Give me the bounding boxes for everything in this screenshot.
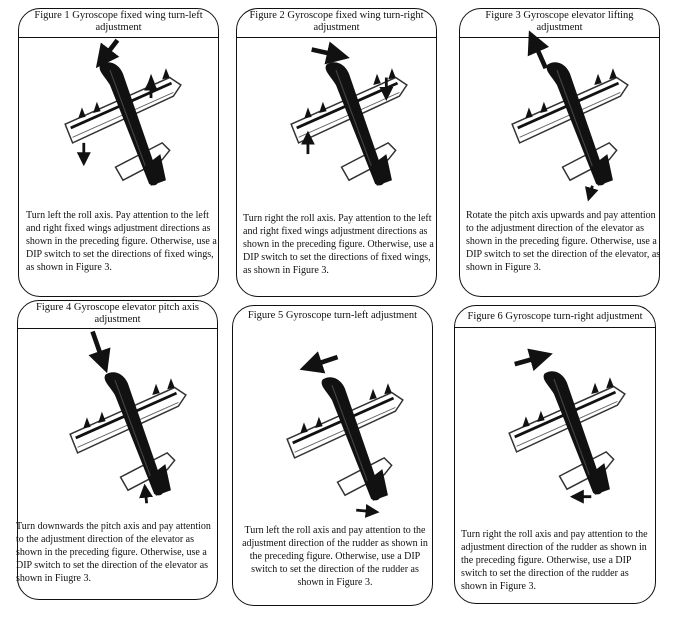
title-divider xyxy=(237,37,436,38)
figure-panel-3 xyxy=(459,8,660,297)
direction-arrow xyxy=(304,357,338,368)
figure-panel-1 xyxy=(18,8,219,297)
figure-description: Turn right the roll axis and pay attention to the adjustment direction of the rudder as shown in the preceding figure. Otherwise, use a DIP switch to set the direction of the rudder as shown in Figure 3. xyxy=(461,529,648,592)
direction-arrow xyxy=(515,355,549,364)
figure-title: Figure 4 Gyroscope elevator pitch axis adjustment xyxy=(36,302,199,325)
direction-arrow xyxy=(93,332,106,369)
direction-arrow xyxy=(531,35,546,69)
airplane-illustration xyxy=(43,57,203,197)
direction-arrow xyxy=(589,186,593,199)
figure-description: Turn left the roll axis. Pay attention to the left and right fixed wings adjustment directions as shown in the preceding figure. Otherwise, use a DIP switch to set the directions of fixed wings, as shown in Figure 3. xyxy=(26,210,217,273)
direction-arrow xyxy=(99,40,118,64)
figure-description: Turn left the roll axis and pay attention to the adjustment direction of the rudder as shown in the preceding figure. Otherwise, use a DIP switch to set the direction of the rudder as shown in Figure 3. xyxy=(242,525,428,588)
figure-panel-4 xyxy=(17,300,218,600)
direction-arrow xyxy=(145,486,147,503)
title-divider xyxy=(19,37,218,38)
figure-description: Turn right the roll axis. Pay attention to the left and right fixed wings adjustment directions as shown in the preceding figure. Otherwise, use a DIP switch to set the directions of fixed wings, as shown in Figure 3. xyxy=(243,213,434,276)
figure-panel-2 xyxy=(236,8,437,297)
figure-panel-5 xyxy=(232,305,433,606)
title-divider xyxy=(18,328,217,329)
airplane-illustration xyxy=(490,57,650,197)
title-divider xyxy=(460,37,659,38)
figure-title: Figure 3 Gyroscope elevator lifting adjustment xyxy=(485,10,634,33)
airplane-illustration xyxy=(48,367,208,507)
direction-arrow xyxy=(356,510,377,512)
title-divider xyxy=(455,327,655,328)
figure-panel-6 xyxy=(454,305,656,604)
figure-description: Rotate the pitch axis upwards and pay attention to the adjustment direction of the elevator as shown in the preceding figure. Otherwise, use a DIP switch to set the direction of the elevator, as shown in Figure 3. xyxy=(466,210,661,273)
airplane-illustration xyxy=(269,57,429,197)
figure-title: Figure 1 Gyroscope fixed wing turn-left adjustment xyxy=(34,10,203,33)
airplane-illustration xyxy=(487,366,647,506)
figure-title: Figure 6 Gyroscope turn-right adjustment xyxy=(467,311,643,322)
figure-description: Turn downwards the pitch axis and pay attention to the adjustment direction of the elevator as shown in the preceding figure. Otherwise, use a DIP switch to set the direction of the elevator as shown in Fiugre 3. xyxy=(16,521,211,584)
figure-title: Figure 5 Gyroscope turn-left adjustment xyxy=(247,310,418,321)
direction-arrow xyxy=(312,50,346,57)
figure-title: Figure 2 Gyroscope fixed wing turn-right adjustment xyxy=(249,10,424,33)
airplane-illustration xyxy=(265,372,425,512)
